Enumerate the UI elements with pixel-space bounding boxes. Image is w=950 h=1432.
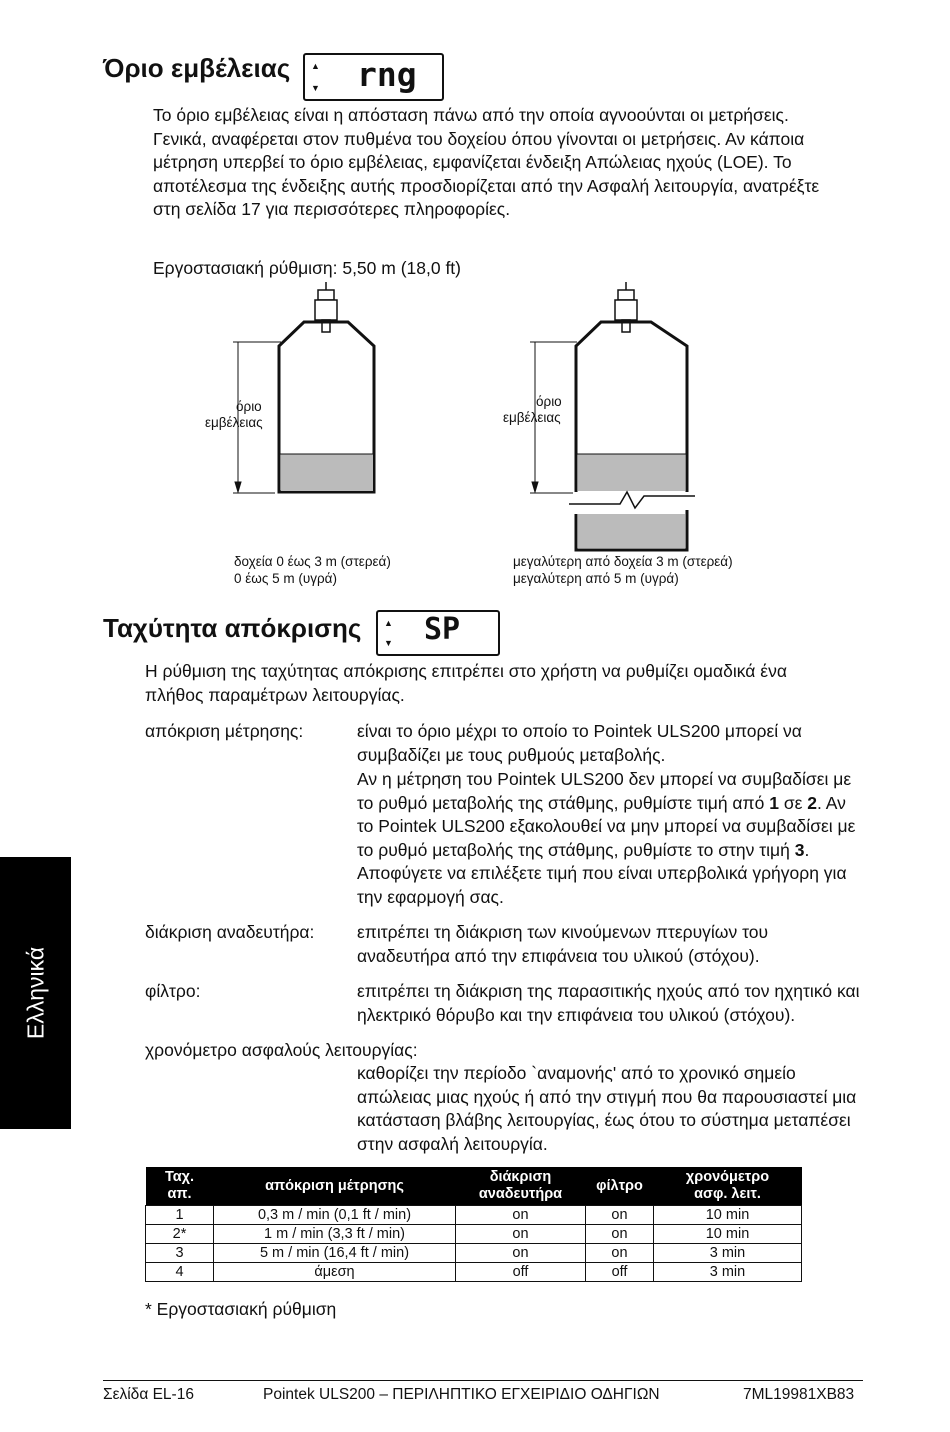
left-range-label-2: εμβέλειας [205,415,263,430]
footer-divider [103,1380,863,1381]
cell-filter: on [586,1225,654,1244]
section-title-speed: Ταχύτητα απόκρισης [103,613,362,643]
left-caption-2: 0 έως 5 m (υγρά) [234,571,337,586]
up-arrow-icon: ▲ [384,618,393,628]
cell-failsafe: 3 min [654,1244,802,1263]
header-failsafe: χρονόμετρο ασφ. λειτ. [654,1167,802,1206]
cell-agitator: on [456,1206,586,1225]
section-title-range: Όριο εμβέλειας [103,53,291,83]
header-filter: φίλτρο [586,1167,654,1206]
cell-speed: 3 [146,1244,214,1263]
table-row [146,1225,802,1244]
cell-filter: on [586,1206,654,1225]
term-filter-label: φίλτρο: [145,981,201,1001]
footer-doc-code: 7ML19981XB83 [743,1386,855,1403]
lcd-display-range [303,53,444,101]
right-caption-1: μεγαλύτερη από δοχεία 3 m (στερεά) [513,554,733,569]
down-arrow-icon: ▼ [384,638,393,648]
left-caption-1: δοχεία 0 έως 3 m (στερεά) [234,554,391,569]
up-arrow-icon: ▲ [311,61,320,71]
tank-diagram [195,282,715,552]
cell-speed: 2* [146,1225,214,1244]
footer-page-number: Σελίδα EL-16 [103,1386,194,1403]
response-speed-table [145,1167,802,1282]
cell-filter: off [586,1263,654,1282]
term-measurement-advice: Αν η μέτρηση του Pointek ULS200 δεν μπορεί να συμβαδίσει με το ρυθμό μεταβολής της στάθμης, ρυθμίστε τιμή από 1 σε 2. Αν το Pointek ULS200 εξακολουθεί να μην μπορεί να συμβαδίσει με το ρυθμό μεταβολής της στάθμης, ρυθμίστε το στην τιμή 3. Αποφύγετε να επιλέξετε τιμή που είναι υπερβολικά γρήγορη για την εφαρμογή σας. [357,769,856,907]
lcd-display-speed [376,610,500,656]
cell-failsafe: 10 min [654,1206,802,1225]
header-speed: Ταχ. απ. [146,1167,214,1206]
cell-measurement: 1 m / min (3,3 ft / min) [214,1225,456,1244]
table-row [146,1263,802,1282]
right-range-label-1: όριο [536,394,562,409]
cell-measurement: 5 m / min (16,4 ft / min) [214,1244,456,1263]
term-failsafe-desc: καθορίζει την περίοδο `αναμονής' από το χρονικό σημείο απώλειας μιας ηχούς ή από την στιγμή που θα παρουσιαστεί μια κατάσταση βλάβης λειτουργίας, έως ότου το σύστημα μεταπέσει στην ασφαλή λειτουργία. [357,1063,857,1154]
language-tab-label: Ελληνικά [22,946,48,1040]
table-row [146,1244,802,1263]
cell-speed: 1 [146,1206,214,1225]
right-caption-2: μεγαλύτερη από 5 m (υγρά) [513,571,679,586]
header-measurement: απόκριση μέτρησης [214,1167,456,1206]
lcd-code: rng [357,55,417,94]
term-agitator-label: διάκριση αναδευτήρα: [145,922,315,942]
term-failsafe-label: χρονόμετρο ασφαλούς λειτουργίας: [145,1040,418,1060]
cell-speed: 4 [146,1263,214,1282]
header-agitator: διάκριση αναδευτήρα [456,1167,586,1206]
cell-filter: on [586,1244,654,1263]
table-footnote: * Εργοστασιακή ρύθμιση [145,1299,337,1319]
left-tank [279,282,374,492]
footer-doc-title: Pointek ULS200 – ΠΕΡΙΛΗΠΤΙΚΟ ΕΓΧΕΙΡΙΔΙΟ ΟΔΗΓΙΩΝ [263,1386,660,1403]
cell-measurement: 0,3 m / min (0,1 ft / min) [214,1206,456,1225]
right-range-label-2: εμβέλειας [503,410,561,425]
lcd-code: SP [424,612,461,647]
term-agitator-desc: επιτρέπει τη διάκριση των κινούμενων πτερυγίων του αναδευτήρα από την επιφάνεια του υλικού (στόχου). [357,922,769,966]
left-range-label-1: όριο [236,399,262,414]
cell-measurement: άμεση [214,1263,456,1282]
down-arrow-icon: ▼ [311,83,320,93]
term-filter-desc: επιτρέπει τη διάκριση της παρασιτικής ηχούς από τον ηχητικό και ηλεκτρικό θόρυβο και την επιφάνεια του υλικού (στόχου). [357,981,860,1025]
term-measurement-label: απόκριση μέτρησης: [145,721,304,741]
factory-setting-text: Εργοστασιακή ρύθμιση: 5,50 m (18,0 ft) [153,258,461,278]
cell-agitator: off [456,1263,586,1282]
speed-intro: Η ρύθμιση της ταχύτητας απόκρισης επιτρέπει στο χρήστη να ρυθμίζει ομαδικά ένα πλήθος παραμέτρων λειτουργίας. [145,661,787,705]
table-row [146,1206,802,1225]
cell-agitator: on [456,1225,586,1244]
term-measurement-desc: είναι το όριο μέχρι το οποίο το Pointek ULS200 μπορεί να συμβαδίζει με τους ρυθμούς μεταβολής. [357,721,802,765]
cell-failsafe: 3 min [654,1263,802,1282]
cell-agitator: on [456,1244,586,1263]
right-tank [565,282,700,550]
table-header-row [146,1167,802,1206]
cell-failsafe: 10 min [654,1225,802,1244]
range-description: Το όριο εμβέλειας είναι η απόσταση πάνω από την οποία αγνοούνται οι μετρήσεις. Γενικά, αναφέρεται στον πυθμένα του δοχείου όπου γίνονται οι μετρήσεις. Αν κάποια μέτρηση υπερβεί το όριο εμβέλειας, εμφανίζεται ένδειξη Απώλειας ηχούς (LOE). Το αποτέλεσμα της ένδειξης αυτής προσδιορίζεται από την Ασφαλή λειτουργία, ανατρέξτε στη σελίδα 17 για περισσότερες πληροφορίες. [153,105,820,219]
language-side-tab [0,857,71,1129]
